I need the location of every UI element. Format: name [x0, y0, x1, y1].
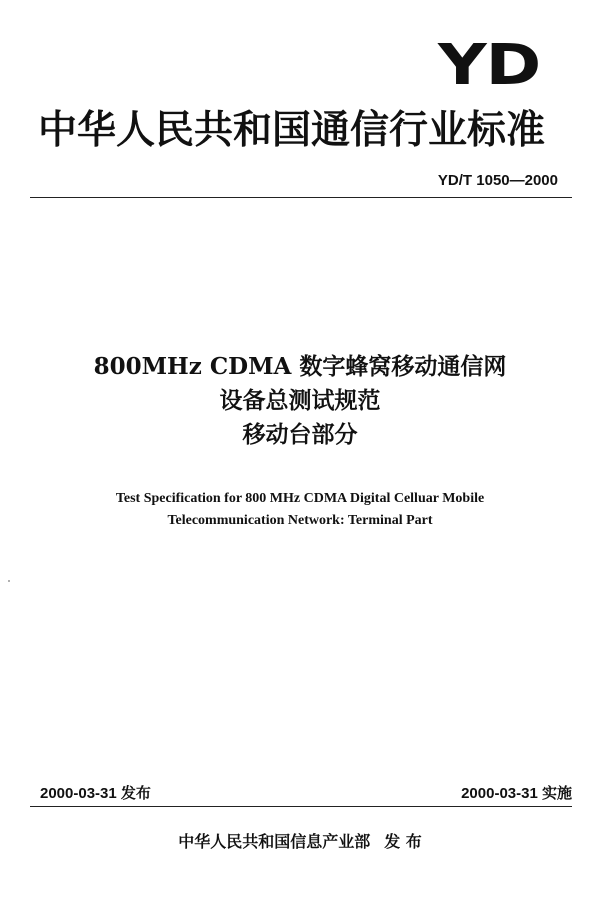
organization-title: 中华人民共和国通信行业标准 [38, 108, 546, 153]
issue-date: 2000-03-31 发布 [40, 785, 151, 802]
title-line-2: 设备总测试规范 [219, 387, 381, 414]
standard-number: YD/T 1050—2000 [437, 172, 558, 189]
scan-speck [8, 580, 10, 582]
title-line-3: 移动台部分 [242, 421, 358, 448]
publisher-action: 发 布 [384, 832, 422, 851]
implementation-date: 2000-03-31 实施 [461, 785, 572, 802]
english-title-line-1: Test Specification for 800 MHz CDMA Digital Celluar Mobile [115, 491, 485, 506]
bottom-divider [30, 806, 572, 807]
title-line-1: 800MHz CDMA 数字蜂窝移动通信网 [93, 353, 507, 380]
publisher-line [0, 832, 600, 852]
yd-logo: YD [437, 33, 540, 98]
document-title-english [0, 488, 600, 532]
english-title-line-2: Telecommunication Network: Terminal Part [167, 513, 433, 528]
document-title-chinese [0, 350, 600, 452]
publisher-name: 中华人民共和国信息产业部 [178, 832, 371, 851]
top-divider [30, 197, 572, 198]
